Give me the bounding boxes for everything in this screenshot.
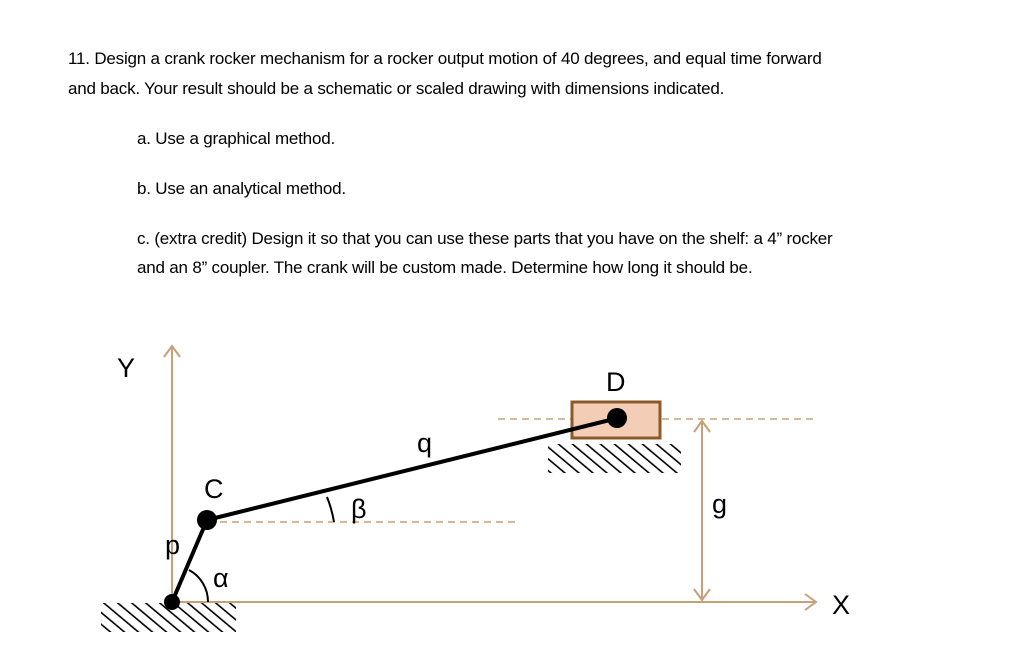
pivot-joint xyxy=(164,594,180,610)
beta-angle-arc xyxy=(327,497,334,522)
joint-c xyxy=(197,510,217,530)
dimension-g-arrow xyxy=(694,421,710,600)
label-q: q xyxy=(417,428,433,458)
x-axis xyxy=(172,594,816,610)
part-c-line-2: and an 8” coupler. The crank will be custom made. Determine how long it should be. xyxy=(137,258,753,277)
label-alpha: α xyxy=(213,563,229,593)
label-x-axis: X xyxy=(832,590,851,620)
label-y-axis: Y xyxy=(117,353,136,383)
label-g: g xyxy=(712,489,728,519)
joint-d xyxy=(607,408,627,428)
part-a: a. Use a graphical method. xyxy=(137,129,335,148)
y-axis xyxy=(164,346,180,602)
problem-statement-line-2: and back. Your result should be a schematic or scaled drawing with dimensions indicated. xyxy=(68,79,725,98)
part-c-line-1: c. (extra credit) Design it so that you can use these parts that you have on the shelf: a 4” rocker xyxy=(137,229,833,248)
alpha-angle-arc xyxy=(189,570,208,602)
label-d: D xyxy=(606,367,626,397)
label-beta: β xyxy=(351,494,367,524)
ground-hatch-slider xyxy=(548,444,681,473)
part-b: b. Use an analytical method. xyxy=(137,179,346,198)
problem-statement-text-1: Design a crank rocker mechanism for a rocker output motion of 40 degrees, and equal time forward xyxy=(94,49,822,68)
problem-number: 11. xyxy=(68,49,90,68)
label-c: C xyxy=(204,474,224,504)
label-p: p xyxy=(165,530,181,560)
